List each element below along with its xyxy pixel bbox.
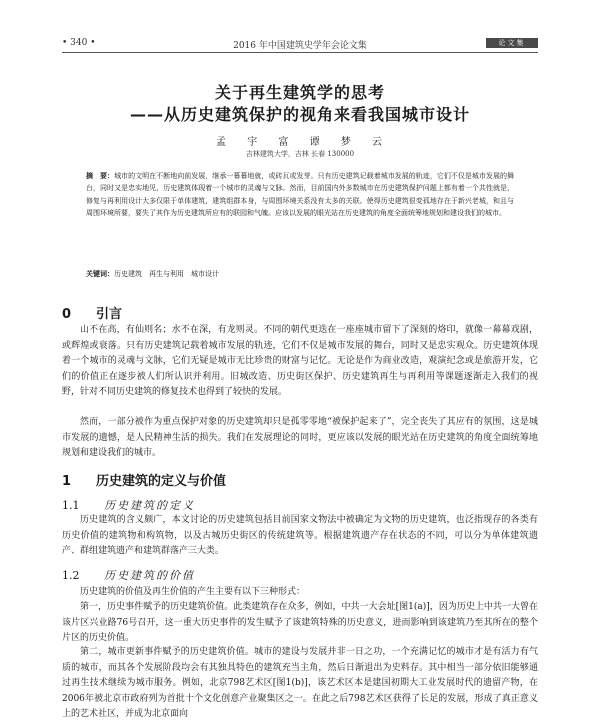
section-number: 0: [62, 307, 72, 322]
authors: 孟 宇 富 谭 梦 云: [216, 137, 384, 148]
abstract-label: 摘 要：: [86, 172, 115, 180]
paragraph: 第一，历史事件赋予的历史建筑价值。此类建筑存在众多，例如，中共一大会址[图1(a)]，因为历史上中共一大曾在该片区兴业路76号召开，这一重大历史事件的发生赋予了该建筑特殊的历史意义，进而影响到该建筑乃至其所在的整个片区的历史价值。: [62, 602, 538, 643]
abstract-text: 城市的文明在不断地向前发展，继承一幕幕地就，或砖瓦或发芽。只有历史建筑记载着城市发展的轨迹，它们不仅是城市发展的舞台，同时又是忠实地见，历史建筑体现着一个城市的灵魂与文脉。然而，目前国内外多数城市在历史建筑保护问题上都有着一个共性就是，修复与再利用设计大多仅限于单体建筑，建筑组群本身，与周围环境关系没有太多的关联。使得历史建筑很变孤地存在于新兴老城，和且与周围环境所要，要失了其作为历史建筑所应有的联园和气魄。应该以发展的眼光站在历史建筑的角度全面统筹地规划和建设我们的城市。: [86, 172, 515, 218]
paragraph: 然而，一部分被作为重点保护对象的历史建筑却只是孤零零地“被保护起来了”，完全丧失了其应有的氛围，这是城市发展的遗憾，是人民精神生活的损失。我们在发展理论的同时，更应该以发展的眼光站在历史建筑的角度全面统筹地规划和建设我们的城市。: [62, 417, 538, 458]
section-heading-1-2: [62, 567, 195, 583]
running-header: [62, 36, 538, 53]
section-title: 引言: [96, 307, 123, 322]
section-title: 历史建筑的定义与价值: [96, 474, 227, 489]
section-number: 1.1: [62, 499, 80, 512]
page-number: • 340 •: [62, 38, 96, 48]
section-heading-0: [62, 303, 122, 322]
section-title: 历史建筑的定义: [104, 499, 195, 512]
keywords-text: 历史建筑 再生与利用 城市设计: [114, 270, 219, 278]
keywords: [86, 269, 514, 279]
paper-subtitle: ——从历史建筑保护的视角来看我国城市设计: [129, 105, 470, 124]
paragraph: 山不在高，有仙则名；水不在深，有龙则灵。不同的朝代更迭在一座座城市留下了深刻的烙印，就像一幕幕戏剧，或辉煌或衰落。只有历史建筑记载着城市发展的轨迹，它们不仅是城市发展的舞台，同时又是忠实观众。历史建筑体现着一个城市的灵魂与文脉，它们无疑是城市无比珍贵的财富与记忆。无论是作为商业改造，观演纪念或是旅游开发，它们的价值正在逐步被人们所认识并利用。旧城改造、历史街区保护、历史建筑再生与再利用等课题逐渐走入我们的视野，针对不同历史建筑的修复技术也得到了较快的发展。: [62, 325, 538, 397]
section-title: 历史建筑的价值: [104, 569, 195, 582]
paragraph: 第二，城市更新事件赋予的历史建筑价值。城市的建设与发展并非一日之功，一个充满记忆的城市才是有活力有气质的城市，而其各个发展阶段均会有其独具特色的建筑充当主角，然后日渐退出为史料存。其中相当一部分依旧能够通过再生技术继续为城市服务。例如，北京798艺术区[图1(b)]，该艺术区本是建国初期大工业发展时代的遗留产物，在2006年被北京市政府列为首批十个文化创意产业聚集区之一。在此之后798艺术区获得了长足的发展，形成了真正意义上的艺术社区，并成为北京面向: [62, 647, 538, 719]
section-number: 1: [62, 474, 72, 489]
affiliation: 吉林建筑大学，吉林 长春 130000: [245, 150, 355, 158]
book-title: 2016 年中国建筑史学年会论文集: [233, 41, 367, 51]
paragraph: 历史建筑的价值及再生价值的产生主要有以下三种形式：: [80, 587, 306, 597]
keywords-label: 关键词：: [86, 270, 114, 278]
paper-title: 关于再生建筑学的思考: [214, 83, 385, 102]
abstract: [86, 170, 514, 220]
section-heading-1-1: [62, 497, 195, 513]
header-mark: 论文集: [486, 38, 538, 48]
section-number: 1.2: [62, 569, 80, 582]
paragraph: 历史建筑的含义颇广，本文讨论的历史建筑包括目前国家文物法中被确定为文物的历史建筑，也泛指现存的各类有历史价值的建筑物和构筑物，以及古城历史街区的传统建筑等。根据建筑遗产存在状态的不同，可以分为单体建筑遗产、群组建筑遗产和建筑群落产三大类。: [62, 515, 538, 556]
section-heading-1: [62, 470, 226, 489]
